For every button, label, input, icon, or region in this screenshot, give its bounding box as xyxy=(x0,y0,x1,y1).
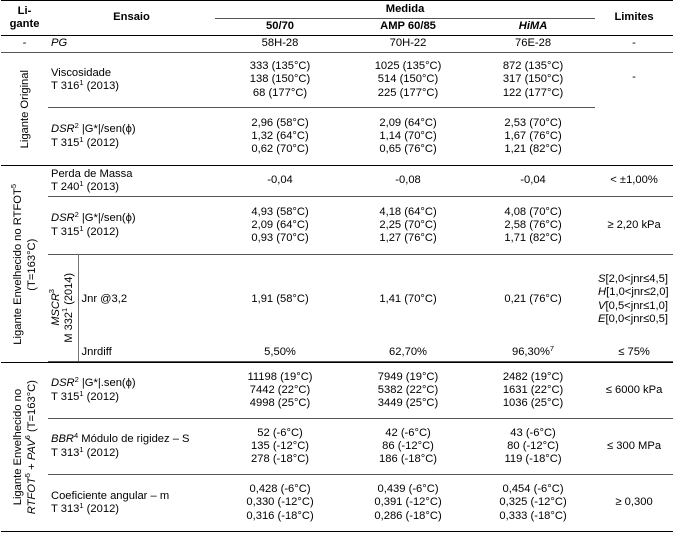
slope-hima: 0,454 (-6°C) 0,325 (-12°C) 0,333 (-18°C) xyxy=(499,483,567,522)
dsr-rtfot-amp: 4,18 (64°C) 2,25 (70°C) 1,27 (76°C) xyxy=(379,205,437,245)
dsr-pav-hima: 2482 (19°C) 1631 (22°C) 1036 (25°C) xyxy=(502,370,564,410)
bbr-5070: 52 (-6°C) 135 (-12°C) 278 (-18°C) xyxy=(251,426,309,466)
dsr-rtfot-5070: 4,93 (58°C) 2,09 (64°C) 0,93 (70°C) xyxy=(251,205,309,245)
header-binder-hima: HiMA xyxy=(518,20,548,33)
header-binder-5070: 50/70 xyxy=(266,20,295,33)
jnrdiff-limit: ≤ 75% xyxy=(618,346,650,359)
viscosity-limit: - xyxy=(595,53,673,166)
dsr-original-label: DSR$^2$ |G*|/sen(ϕ) T $315^1$ (2012) xyxy=(51,121,136,149)
jnrdiff-row xyxy=(1,345,673,362)
viscosity-hima: 872 (135°C) 317 (150°C) 122 (177°C) xyxy=(502,60,564,99)
viscosity-label: Viscosidade T $316^1$ (2013) xyxy=(51,66,120,92)
pg-row xyxy=(1,36,673,53)
dsr-original-row xyxy=(1,108,673,166)
group-original: Ligante Original xyxy=(1,53,48,166)
dsr-original-amp: 2,09 (64°C) 1,14 (70°C) 0,65 (76°C) xyxy=(379,116,437,156)
mass-loss-5070: -0,04 xyxy=(267,174,293,187)
dsr-rtfot-row xyxy=(1,197,673,255)
pg-label: PG xyxy=(51,37,68,50)
mass-loss-amp: -0,08 xyxy=(395,174,421,187)
header-binder-amp: AMP 60/85 xyxy=(380,20,436,33)
dsr-pav-5070: 11198 (19°C) 7442 (22°C) 4998 (25°C) xyxy=(247,370,313,410)
header-ensaio: Ensaio xyxy=(48,1,215,36)
header-ligante: Li- gante xyxy=(1,1,48,36)
header-limites: Limites xyxy=(595,1,673,36)
group-rtfot-pav: Ligante Envelhecido no $RTFOT^5 + PAV^6$ (T=163°C) xyxy=(1,363,48,532)
mass-loss-limit: < ±1,00% xyxy=(610,174,658,187)
pg-value-5070: 58H-28 xyxy=(261,37,299,50)
mscr-label: MSCR$^3$ M $332^1$ (2014) xyxy=(48,255,78,362)
pg-value-hima: 76E-28 xyxy=(515,37,552,50)
slope-row xyxy=(1,475,673,532)
jnr-limit: S[2,0<jnr≤4,5] H[1,0<jnr≤2,0] V[0,5<jnr≤1,0] E[0,0<jnr≤0,5] xyxy=(598,273,669,326)
mass-loss-hima: -0,04 xyxy=(520,174,546,187)
jnrdiff-5070: 5,50% xyxy=(264,346,296,359)
jnr-label: Jnr @3,2 xyxy=(78,255,215,345)
viscosity-amp: 1025 (135°C) 514 (150°C) 225 (177°C) xyxy=(374,60,442,99)
dsr-original-hima: 2,53 (70°C) 1,67 (76°C) 1,21 (82°C) xyxy=(504,116,562,156)
pg-group: - xyxy=(22,37,27,50)
results-table xyxy=(1,0,673,532)
jnrdiff-hima: 96,30%$^7$ xyxy=(511,344,555,359)
group-rtfot: Ligante Envelhecido no RTFOT$^5$ (T=163°C) xyxy=(1,166,48,363)
jnr-amp: 1,41 (70°C) xyxy=(379,293,437,306)
dsr-rtfot-hima: 4,08 (70°C) 2,58 (76°C) 1,71 (82°C) xyxy=(504,205,562,245)
pg-limit: - xyxy=(632,37,636,50)
slope-amp: 0,439 (-6°C) 0,391 (-12°C) 0,286 (-18°C) xyxy=(374,483,442,522)
jnr-hima: 0,21 (76°C) xyxy=(504,293,562,306)
dsr-pav-amp: 7949 (19°C) 5382 (22°C) 3449 (25°C) xyxy=(377,370,439,410)
jnrdiff-label: Jnrdiff xyxy=(78,345,215,362)
bbr-label: BBR$^4$ Módulo de rigidez – S T $313^1$ (2012) xyxy=(51,431,190,459)
slope-5070: 0,428 (-6°C) 0,330 (-12°C) 0,316 (-18°C) xyxy=(246,483,314,522)
slope-limit: ≥ 0,300 xyxy=(615,496,653,509)
jnrdiff-amp: 62,70% xyxy=(389,346,427,359)
jnr-5070: 1,91 (58°C) xyxy=(251,293,309,306)
dsr-pav-limit: ≤ 6000 kPa xyxy=(605,383,663,396)
mass-loss-row xyxy=(1,166,673,197)
bbr-row xyxy=(1,419,673,475)
dsr-pav-label: DSR$^2$ |G*|.sen(ϕ) T $315^1$ (2012) xyxy=(51,375,136,403)
header-row-1 xyxy=(1,1,673,19)
dsr-rtfot-label: DSR$^2$ |G*|/sen(ϕ) T $315^1$ (2012) xyxy=(51,210,136,238)
viscosity-row xyxy=(1,53,673,108)
header-medida: Medida xyxy=(215,1,595,19)
bbr-hima: 43 (-6°C) 80 (-12°C) 119 (-18°C) xyxy=(504,426,562,466)
dsr-original-5070: 2,96 (58°C) 1,32 (64°C) 0,62 (70°C) xyxy=(251,116,309,156)
dsr-pav-row xyxy=(1,363,673,419)
bbr-amp: 42 (-6°C) 86 (-12°C) 186 (-18°C) xyxy=(379,426,437,466)
pg-value-amp: 70H-22 xyxy=(389,37,427,50)
mass-loss-label: Perda de Massa T $240^1$ (2013) xyxy=(51,167,133,193)
bbr-limit: ≤ 300 MPa xyxy=(607,439,662,452)
dsr-rtfot-limit: ≥ 2,20 kPa xyxy=(607,218,661,231)
slope-label: Coeficiente angular – m T $313^1$ (2012) xyxy=(51,489,170,515)
viscosity-5070: 333 (135°C) 138 (150°C) 68 (177°C) xyxy=(249,60,311,99)
mscr-jnr-row xyxy=(1,255,673,345)
